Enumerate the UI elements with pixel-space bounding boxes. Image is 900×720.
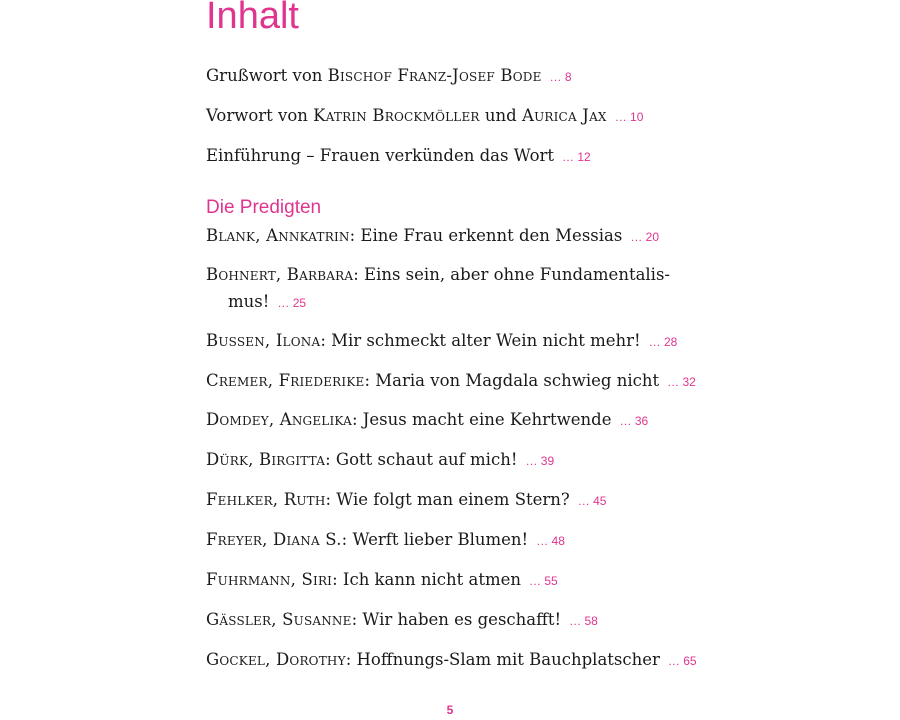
page-number: 5 [446,703,454,717]
toc-entry-einfuehrung [206,143,706,170]
toc-entry [206,223,706,250]
entry-page-ref: … 10 [614,110,644,124]
section-heading: Die Predigten [206,197,322,218]
entry-author: Gässler, Susanne [206,610,352,629]
toc-entry [206,447,706,474]
entry-prefix: Vorwort von [206,106,314,125]
entry-author: Freyer, Diana S. [206,530,342,549]
entry-page-ref: … 58 [569,614,598,628]
entry-title: : Hoffnungs-Slam mit Bauchplatscher [345,650,660,669]
toc-entry-vorwort [206,103,706,130]
entry-author: Blank, Annkatrin [206,226,350,245]
entry-author: Bohnert, Barbara [206,265,354,284]
toc-entry [206,328,706,355]
entry-page-ref: … 45 [577,494,607,508]
toc-entry [206,527,706,554]
entry-page-ref: … 20 [630,230,660,244]
entry-author-2: Aurica Jax [521,106,607,125]
entry-author: Katrin Brockmöller [313,106,480,125]
toc-entry-grusswort [206,63,706,90]
entry-title: : Maria von Magdala schwieg nicht [364,371,660,390]
entry-author: Dürk, Birgitta [206,450,326,469]
entry-page-ref: … 28 [648,335,678,349]
toc-entry [206,261,698,317]
toc-entry [206,647,706,674]
entry-title: : Werft lieber Blumen! [341,530,529,549]
entry-joiner: und [479,106,522,125]
entry-page-ref: … 55 [529,574,558,588]
entry-page-ref: … 48 [536,534,565,548]
entry-title: : Jesus macht eine Kehrtwende [351,410,612,429]
entry-title: : Wie folgt man einem Stern? [325,490,570,509]
entry-page-ref: … 8 [549,70,572,84]
entry-title: : Gott schaut auf mich! [325,450,518,469]
entry-page-ref: … 36 [619,414,649,428]
entry-prefix: Grußwort von [206,66,328,85]
entry-title: : Eine Frau erkennt den Messias [349,226,623,245]
entry-author: Cremer, Friederike [206,371,365,390]
entry-author: Domdey, Angelika [206,410,352,429]
toc-entry [206,407,706,434]
entry-author: Fehlker, Ruth [206,490,326,509]
entry-title: : Ich kann nicht atmen [332,570,522,589]
toc-entry [206,567,706,594]
entry-page-ref: … 39 [525,454,555,468]
entry-author: Bussen, Ilona [206,331,321,350]
toc-entry [206,487,706,514]
page-title: Inhalt [206,0,299,37]
toc-entry [206,607,706,634]
entry-page-ref: … 12 [562,150,591,164]
entry-title: : Eins sein, aber ohne Fundamentalis-mus! [228,265,671,311]
entry-author: Bischof Franz-Josef Bode [327,66,542,85]
entry-page-ref: … 25 [277,296,307,310]
entry-page-ref: … 32 [667,375,696,389]
entry-page-ref: … 65 [667,654,697,668]
entry-author: Fuhrmann, Siri [206,570,333,589]
entry-title: : Wir haben es geschafft! [351,610,562,629]
toc-entry [206,368,706,395]
entry-prefix: Einführung – Frauen verkünden das Wort [206,146,555,165]
entry-author: Gockel, Dorothy [206,650,346,669]
entry-title: : Mir schmeckt alter Wein nicht mehr! [320,331,641,350]
